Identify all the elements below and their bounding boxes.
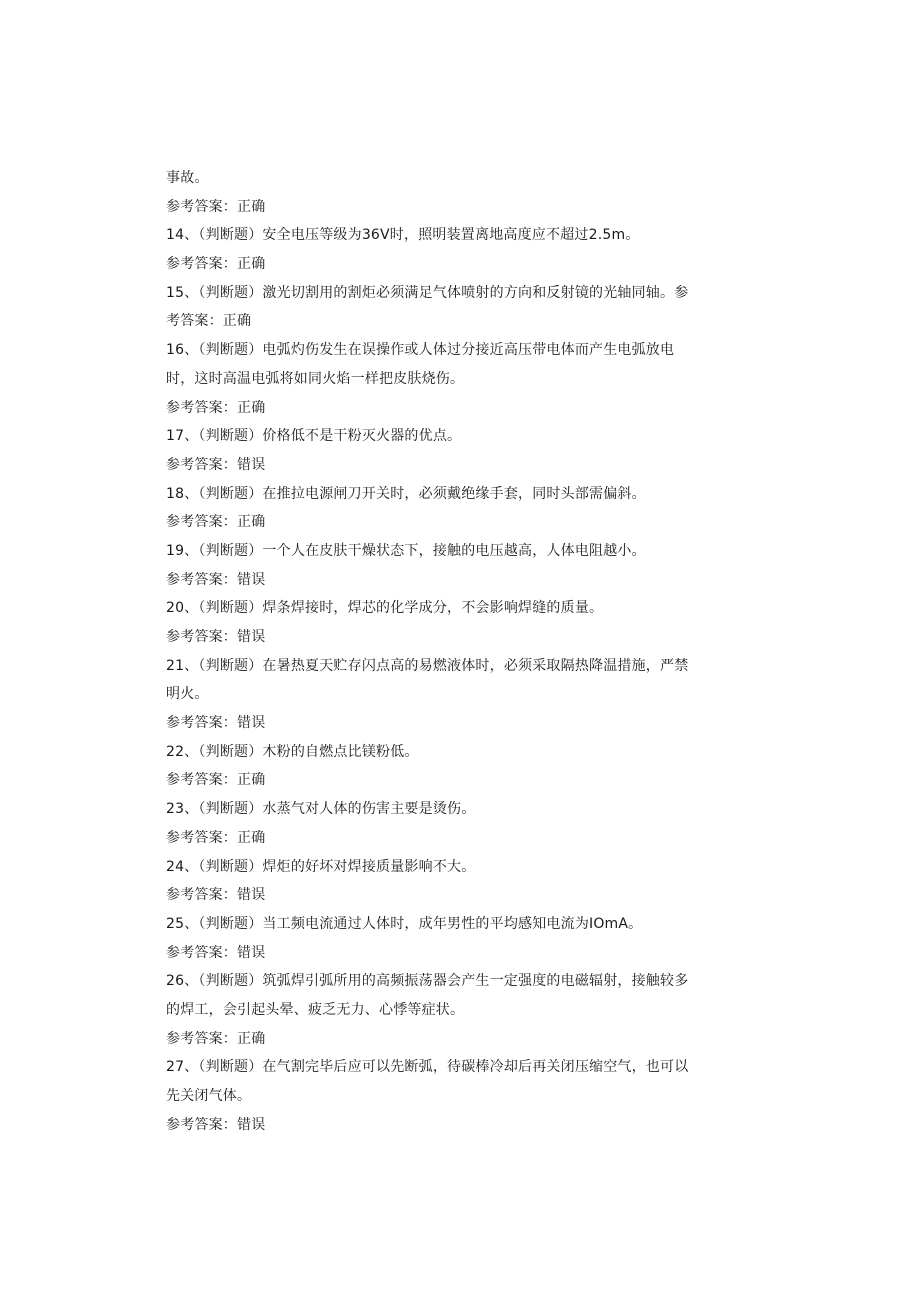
question-line-continued: 先关闭气体。 [166, 1088, 252, 1104]
question-line-continued: 明火。 [166, 686, 209, 703]
question-line: 16、（判断题）电弧灼伤发生在误操作或人体过分接近高压带电体而产生电弧放电 [166, 342, 675, 359]
question-line: 19、（判断题）一个人在皮肤干燥状态下，接触的电压越高，人体电阻越小。 [166, 542, 646, 559]
answer-line: 参考答案：正确 [166, 198, 266, 215]
question-line: 25、（判断题）当工频电流通过人体时，成年男性的平均感知电流为IOmA。 [166, 915, 643, 932]
question-line: 27、（判断题）在气割完毕后应可以先断弧，待碳棒冷却后再关闭压缩空气，也可以 [166, 1059, 689, 1076]
question-line: 18、（判断题）在推拉电源闸刀开关时，必须戴绝缘手套，同时头部需偏斜。 [166, 485, 646, 502]
answer-line: 参考答案：错误 [166, 1116, 266, 1133]
answer-line: 参考答案：错误 [166, 456, 266, 473]
question-line: 23、（判断题）水蒸气对人体的伤害主要是烫伤。 [166, 801, 476, 818]
answer-line: 参考答案：错误 [166, 715, 266, 732]
answer-line: 参考答案：错误 [166, 629, 266, 645]
question-list [166, 164, 746, 1139]
question-line: 15、（判断题）激光切割用的割炬必须满足气体喷射的方向和反射镜的光轴同轴。参 [166, 284, 689, 301]
question-line: 20、（判断题）焊条焊接时，焊芯的化学成分，不会影响焊缝的质量。 [166, 600, 604, 617]
question-line: 21、（判断题）在暑热夏天贮存闪点高的易燃液体时，必须采取隔热降温措施，严禁 [166, 657, 689, 674]
answer-line: 参考答案：正确 [166, 514, 266, 531]
answer-line: 参考答案：正确 [166, 256, 266, 273]
answer-line: 参考答案：正确 [166, 399, 266, 416]
answer-line: 参考答案：错误 [166, 887, 266, 904]
answer-line: 参考答案：错误 [166, 944, 266, 961]
answer-line: 参考答案：正确 [166, 1030, 266, 1047]
answer-line: 考答案：正确 [166, 313, 252, 330]
question-line: 24、（判断题）焊炬的好坏对焊接质量影响不大。 [166, 858, 476, 875]
answer-line: 参考答案：错误 [166, 571, 266, 588]
question-line: 14、（判断题）安全电压等级为36V时，照明装置离地高度应不超过2.5m。 [166, 227, 640, 244]
question-line: 26、（判断题）筑弧焊引弧所用的高频振荡器会产生一定强度的电磁辐射，接触较多 [166, 973, 689, 990]
question-line-continued: 的焊工，会引起头晕、疲乏无力、心悸等症状。 [166, 1001, 465, 1018]
text-line: 事故。 [166, 170, 209, 186]
question-line-continued: 时，这时高温电弧将如同火焰一样把皮肤烧伤。 [166, 370, 465, 387]
question-line: 22、（判断题）木粉的自燃点比镁粉低。 [166, 743, 419, 760]
answer-line: 参考答案：正确 [166, 772, 266, 789]
answer-line: 参考答案：正确 [166, 829, 266, 846]
question-line: 17、（判断题）价格低不是干粉灭火器的优点。 [166, 428, 462, 445]
